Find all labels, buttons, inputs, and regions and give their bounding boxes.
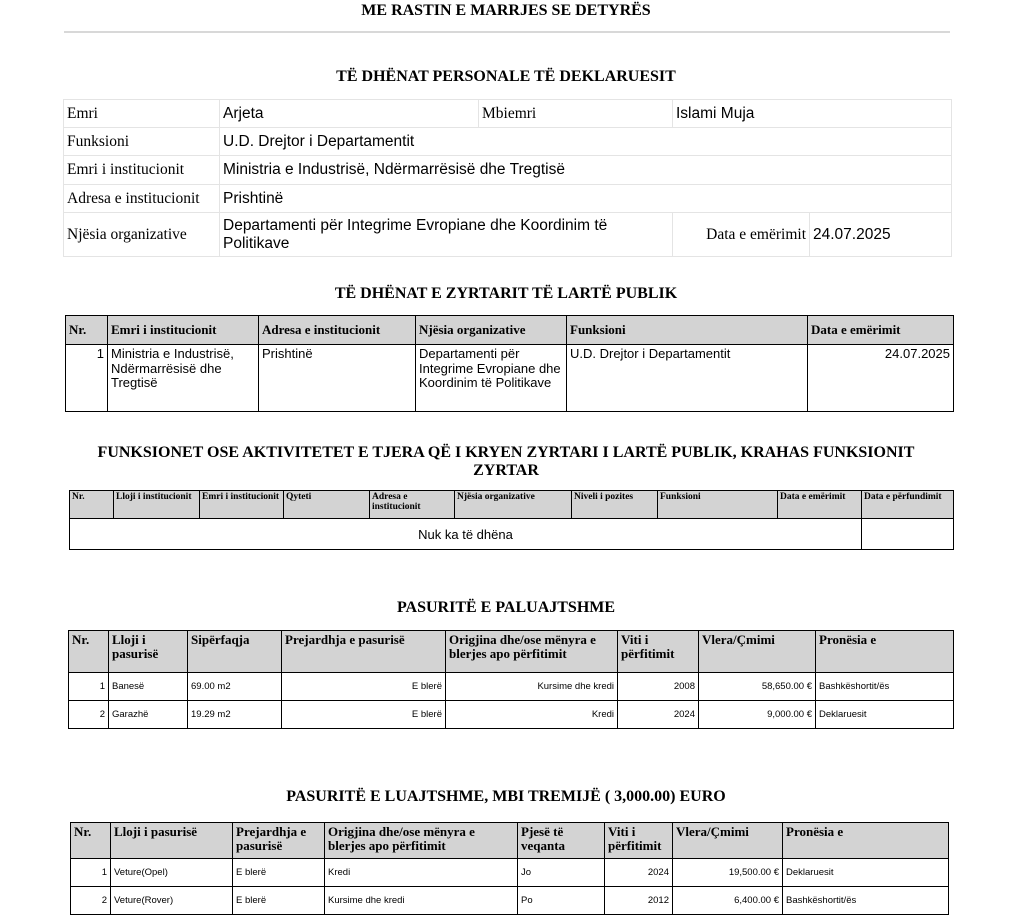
row-pronesia: Bashkëshortit/ës [783,887,949,915]
column-header: Pronësia e [783,823,949,859]
column-header: Nr. [66,316,108,345]
column-header: Prejardhja e pasurisë [233,823,325,859]
row-viti: 2008 [618,673,699,701]
column-header: Viti i përfitimit [618,631,699,673]
row-funksioni: U.D. Drejtor i Departamentit [567,345,808,412]
row-vlera: 58,650.00 € [699,673,816,701]
row-nr: 1 [71,859,111,887]
column-header: Qyteti [284,491,370,519]
row-vlera: 6,400.00 € [673,887,783,915]
adresa-label: Adresa e institucionit [64,185,220,213]
column-header: Emri i institucionit [200,491,284,519]
row-siperfaqja: 69.00 m2 [188,673,282,701]
row-pronesia: Deklaruesit [783,859,949,887]
row-viti: 2024 [605,859,673,887]
official-section-title: TË DHËNAT E ZYRTARIT TË LARTË PUBLIK [334,285,678,302]
functions-section-title: FUNKSIONET OSE AKTIVITETET E TJERA QË I KRYEN ZYRTARI I LARTË PUBLIK, KRAHAS FUNKSIONIT ZYRTAR [97,444,915,479]
row-nr: 2 [69,701,109,729]
row-nr: 1 [69,673,109,701]
table-row [69,701,954,729]
column-header: Emri i institucionit [108,316,259,345]
row-origjina: Kredi [446,701,618,729]
row-lloji: Banesë [109,673,188,701]
column-header: Vlera/Çmimi [699,631,816,673]
row-origjina: Kursime dhe kredi [446,673,618,701]
column-header: Funksioni [567,316,808,345]
row-origjina: Kredi [325,859,518,887]
row-lloji: Veture(Rover) [111,887,233,915]
njesia-label: Njësia organizative [64,213,220,257]
row-pronesia: Bashkëshortit/ës [816,673,954,701]
table-row [69,673,954,701]
header-divider [64,31,950,33]
column-header: Lloji i institucionit [114,491,200,519]
column-header: Data e emërimit [808,316,954,345]
column-header: Viti i përfitimit [605,823,673,859]
column-header: Funksioni [658,491,778,519]
movable-table [70,822,949,915]
row-viti: 2024 [618,701,699,729]
empty-cell [862,519,954,550]
row-njesia: Departamenti për Integrime Evropiane dhe Koordinim të Politikave [416,345,567,412]
row-prejardhja: E blerë [233,887,325,915]
column-header: Nr. [70,491,114,519]
row-pjese: Po [518,887,605,915]
table-row [70,519,954,550]
institucioni-label: Emri i institucionit [64,156,220,185]
funksioni-label: Funksioni [64,128,220,156]
column-header: Vlera/Çmimi [673,823,783,859]
column-header: Lloji i pasurisë [111,823,233,859]
data-emerimit-value: 24.07.2025 [810,213,952,257]
row-prejardhja: E blerë [233,859,325,887]
emri-label: Emri [64,100,220,128]
row-lloji: Veture(Opel) [111,859,233,887]
empty-message: Nuk ka të dhëna [70,519,862,550]
column-header: Adresa e institucionit [259,316,416,345]
column-header: Niveli i pozites [572,491,658,519]
adresa-value: Prishtinë [220,185,952,213]
column-header: Nr. [69,631,109,673]
emri-value: Arjeta [220,100,479,128]
table-row [71,887,949,915]
data-emerimit-label: Data e emërimit [673,213,810,257]
table-row [71,859,949,887]
functions-table [69,490,954,550]
column-header: Pjesë të veqanta [518,823,605,859]
column-header: Origjina dhe/ose mënyra e blerjes apo përfitimit [325,823,518,859]
column-header: Data e përfundimit [862,491,954,519]
row-viti: 2012 [605,887,673,915]
document-title: ME RASTIN E MARRJES SE DETYRËS [361,2,651,19]
table-row [66,345,954,412]
column-header: Njësia organizative [416,316,567,345]
row-nr: 1 [66,345,108,412]
column-header: Nr. [71,823,111,859]
row-prejardhja: E blerë [282,673,446,701]
immovable-section-title: PASURITË E PALUAJTSHME [396,599,616,616]
row-prejardhja: E blerë [282,701,446,729]
row-nr: 2 [71,887,111,915]
row-origjina: Kursime dhe kredi [325,887,518,915]
personal-data-table [63,99,952,257]
row-adresa: Prishtinë [259,345,416,412]
column-header: Pronësia e [816,631,954,673]
row-data: 24.07.2025 [808,345,954,412]
column-header: Origjina dhe/ose mënyra e blerjes apo përfitimit [446,631,618,673]
row-pjese: Jo [518,859,605,887]
column-header: Prejardhja e pasurisë [282,631,446,673]
row-vlera: 19,500.00 € [673,859,783,887]
row-siperfaqja: 19.29 m2 [188,701,282,729]
movable-section-title: PASURITË E LUAJTSHME, MBI TREMIJË ( 3,000.00) EURO [286,788,726,805]
mbiemri-value: Islami Muja [673,100,952,128]
funksioni-value: U.D. Drejtor i Departamentit [220,128,952,156]
column-header: Sipërfaqja [188,631,282,673]
row-vlera: 9,000.00 € [699,701,816,729]
immovable-table [68,630,954,729]
institucioni-value: Ministria e Industrisë, Ndërmarrësisë dhe Tregtisë [220,156,952,185]
column-header: Njësia organizative [455,491,572,519]
row-institucioni: Ministria e Industrisë, Ndërmarrësisë dhe Tregtisë [108,345,259,412]
personal-section-title: TË DHËNAT PERSONALE TË DEKLARUESIT [336,68,676,85]
row-lloji: Garazhë [109,701,188,729]
column-header: Lloji i pasurisë [109,631,188,673]
row-pronesia: Deklaruesit [816,701,954,729]
column-header: Adresa e institucionit [370,491,455,519]
official-table [65,315,954,412]
mbiemri-label: Mbiemri [479,100,673,128]
column-header: Data e emërimit [778,491,862,519]
njesia-value: Departamenti për Integrime Evropiane dhe Koordinim të Politikave [220,213,673,257]
